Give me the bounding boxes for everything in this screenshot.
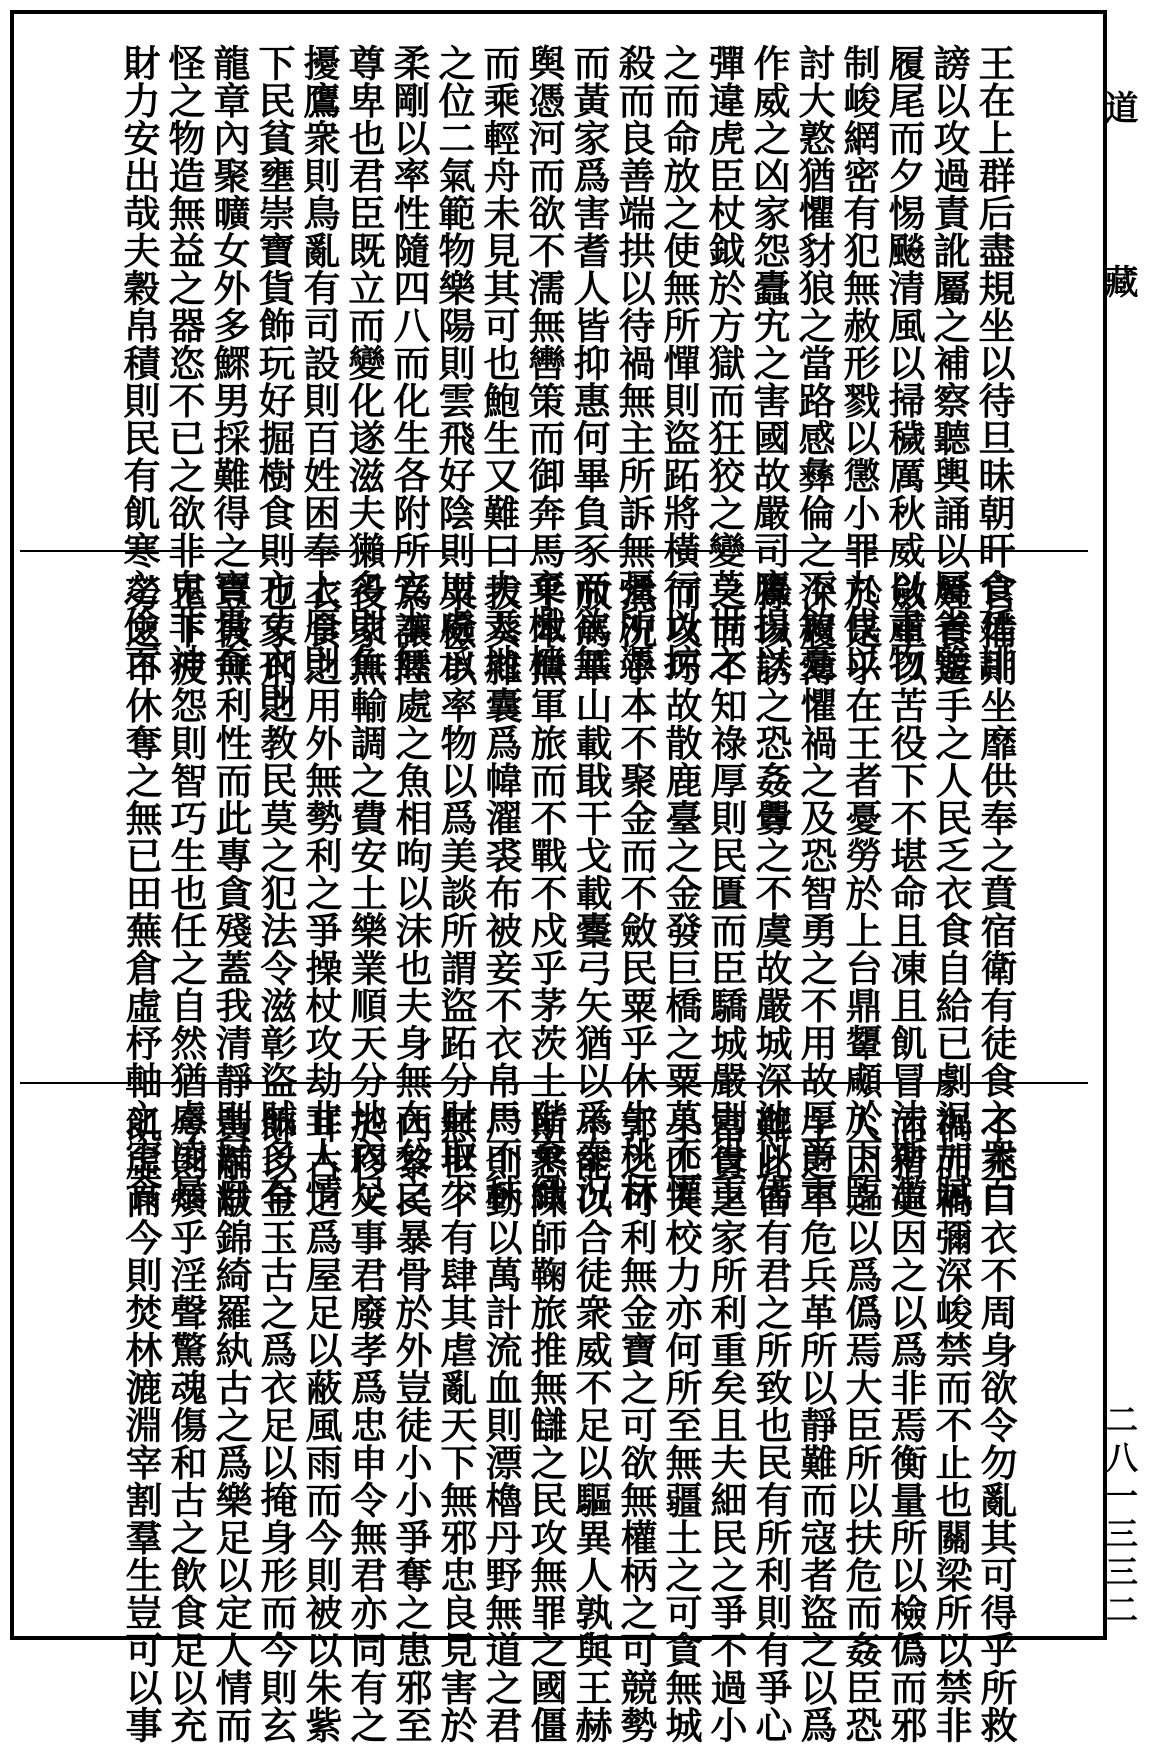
text-column: 於移父事君廢孝爲忠申令無君亦同有之 bbox=[344, 1106, 388, 1744]
text-column: 人因之以爲僞焉大臣所以扶危而姦臣恐 bbox=[839, 1106, 883, 1744]
text-column: 今則煩乎淫聲驚魂傷和古之飲食足以充 bbox=[164, 1106, 208, 1744]
text-column: 之位二氣範物樂陽則雲飛好陰則川處承 bbox=[432, 44, 476, 682]
text-column: 爲讓陸處之魚相呴以沫也夫身無在公之 bbox=[389, 574, 433, 1212]
text-column: 龍章內聚曠女外多鰥男採難得之寶貴奇 bbox=[207, 44, 251, 682]
text-column: 然況乎本不聚金而不斂民粟乎休牛桃林 bbox=[614, 574, 658, 1212]
text-panel-middle bbox=[20, 550, 1088, 1212]
text-column: 制峻網密有犯無赦形戮以懲小罪九伐以 bbox=[837, 44, 881, 682]
text-column: 王在上群后盡規坐以待旦昧朝旰食延誹 bbox=[972, 44, 1016, 682]
text-column: 之而命放之使無所憚則盜跖將橫行以掠 bbox=[657, 44, 701, 682]
text-column: 擾鷹衆則鳥亂有司設則百姓困奉上厚則 bbox=[297, 44, 341, 682]
text-column: 禍而禍彌深峻禁而不止也關梁所以禁非 bbox=[929, 1106, 973, 1744]
text-column: 斂重以苦役下不堪命且凍且飢冒法斯濫 bbox=[884, 574, 928, 1212]
text-column: 深履薄懼禍之及恐智勇之不用故厚爵重 bbox=[794, 574, 838, 1212]
text-column: 祿以誘之恐姦釁之不虞故嚴城深池以備 bbox=[749, 574, 793, 1212]
text-column: 柔剛以率性隨四八而化生各附所安本無 bbox=[387, 44, 431, 682]
text-column: 正下疲怨則智巧生也任之自然猶慮凌暴 bbox=[164, 574, 208, 1212]
text-column: 不能以合徒衆威不足以驅異人孰與王赫 bbox=[569, 1106, 613, 1744]
text-column: 無世不有肆其虐亂天下無邪忠良見害於 bbox=[434, 1106, 478, 1744]
book-title-label: 道藏 bbox=[1098, 90, 1138, 438]
text-column: 不充口衣不周身欲令勿亂其可得乎所救 bbox=[974, 1106, 1018, 1744]
text-column: 豈彼無利性而此專貪殘蓋我清靜則民自 bbox=[209, 574, 253, 1212]
text-column: 謗以攻過責訛屬之補察聽輿誦以屬省鑒 bbox=[927, 44, 971, 682]
text-column: 也象刑之教民莫之犯法令滋彰盜賊多有 bbox=[254, 574, 298, 1212]
text-column: 耳古之爲屋足以蔽風雨而今則被以朱紫 bbox=[299, 1106, 343, 1744]
text-column: 乎本無軍旅而不戰不戍乎茅茨土階棄織 bbox=[524, 574, 568, 1212]
text-column: 之而不知祿厚則民匱而臣驕城嚴則役重 bbox=[704, 574, 748, 1212]
text-column: 姓養遊手之人民乏衣食自給已劇況加賦 bbox=[929, 574, 973, 1212]
text-column: 而乘輕舟未見其可也鮑生又難曰夫天地 bbox=[477, 44, 521, 682]
text-column: 財力安出哉夫穀帛積則民有飢寒之儉百 bbox=[117, 44, 161, 682]
text-column: 彈違虎臣杖鉞於方獄而狂狡之變莫世之 bbox=[702, 44, 746, 682]
text-column: 拔葵雜囊爲幃濯裘布被妾不衣帛馬不秣 bbox=[479, 574, 523, 1212]
text-column: 放馬華山載戢干戈載櫜弓矢猶以爲泰況 bbox=[569, 574, 613, 1212]
text-column: 於是乎在王者憂勞於上台鼎顰顑於下臨 bbox=[839, 574, 883, 1212]
text-panel-top bbox=[20, 20, 1088, 719]
text-panel-bottom bbox=[20, 1082, 1088, 1744]
column-group bbox=[119, 1106, 1018, 1744]
text-column: 小匹夫校力亦何所至無疆土之可貪無城 bbox=[659, 1106, 703, 1744]
text-column: 而黃家爲害耆人皆抑惠何畢負豕而欲無 bbox=[567, 44, 611, 682]
text-column: 難此皆有君之所致也民有所利則有爭心 bbox=[749, 1106, 793, 1744]
text-column: 怪之物造無益之器恣不已之欲非鬼非神 bbox=[162, 44, 206, 682]
text-column: 衣食之用外無勢利之爭操杖攻劫非人情 bbox=[299, 574, 343, 1212]
text-column: 飢虛而今則焚林漉淵宰割羣生豈可以事 bbox=[119, 1106, 163, 1744]
text-column: 作威之凶家怨蠹宄之害國故嚴司鷹揚以 bbox=[747, 44, 791, 682]
text-column: 內黎民暴骨於外豈徒小小爭奪之患邪至 bbox=[389, 1106, 433, 1744]
text-column: 郭之可利無金寶之可欲無權柄之可競勢 bbox=[614, 1106, 658, 1744]
text-column: 下民貧壅崇寶貨飾玩好掘樹食則方丈衣則 bbox=[252, 44, 296, 719]
text-column: 而攻巧故散鹿臺之金發巨橋之粟莫不懽 bbox=[659, 574, 703, 1212]
page-number-label: 二八一三三二 bbox=[1101, 1403, 1139, 1631]
text-column: 黃黼黻錦綺羅紈古之爲樂足以定人情而 bbox=[209, 1106, 253, 1744]
text-column: 役家無輸調之費安土樂業順天分地內足 bbox=[344, 574, 388, 1212]
text-column: 尊卑也君臣既立而變化遂滋夫獺多則魚 bbox=[342, 44, 386, 682]
text-column: 粟儉以率物以爲美談所謂盜跖分財取少 bbox=[434, 574, 478, 1212]
text-column: 討大憝猶懼豺狼之當路感彝倫之不敘憂 bbox=[792, 44, 836, 682]
text-column: 斯怒陳師鞠旅推無讎之民攻無罪之國僵 bbox=[524, 1106, 568, 1744]
text-column: 飾以金玉古之爲衣足以掩身形而今則玄 bbox=[254, 1106, 298, 1744]
text-column: 主之不危兵革所以靜難而寇者盜之以爲 bbox=[794, 1106, 838, 1744]
text-column: 官備則坐靡供奉之賁宿衛有徒食之衆百 bbox=[974, 574, 1018, 1212]
text-column: 勞之不休奪之無已田蕪倉虛杼軸之空食 bbox=[119, 574, 163, 1212]
text-column: 舆憑河而欲不濡無轡策而御奔馬棄檝檣 bbox=[522, 44, 566, 682]
text-column: 而猾吏因之以爲非焉衡量所以檢僞而邪 bbox=[884, 1106, 928, 1744]
text-column: 富貴之家所利重矣且夫細民之爭不過小 bbox=[704, 1106, 748, 1744]
text-column: 尸則動以萬計流血則漂櫓丹野無道之君 bbox=[479, 1106, 523, 1744]
text-column: 履尾而夕惕飈清風以掃穢厲秋威以肅物 bbox=[882, 44, 926, 682]
text-column: 殺而良善端拱以待禍無主所訴無彊所憑 bbox=[612, 44, 656, 682]
